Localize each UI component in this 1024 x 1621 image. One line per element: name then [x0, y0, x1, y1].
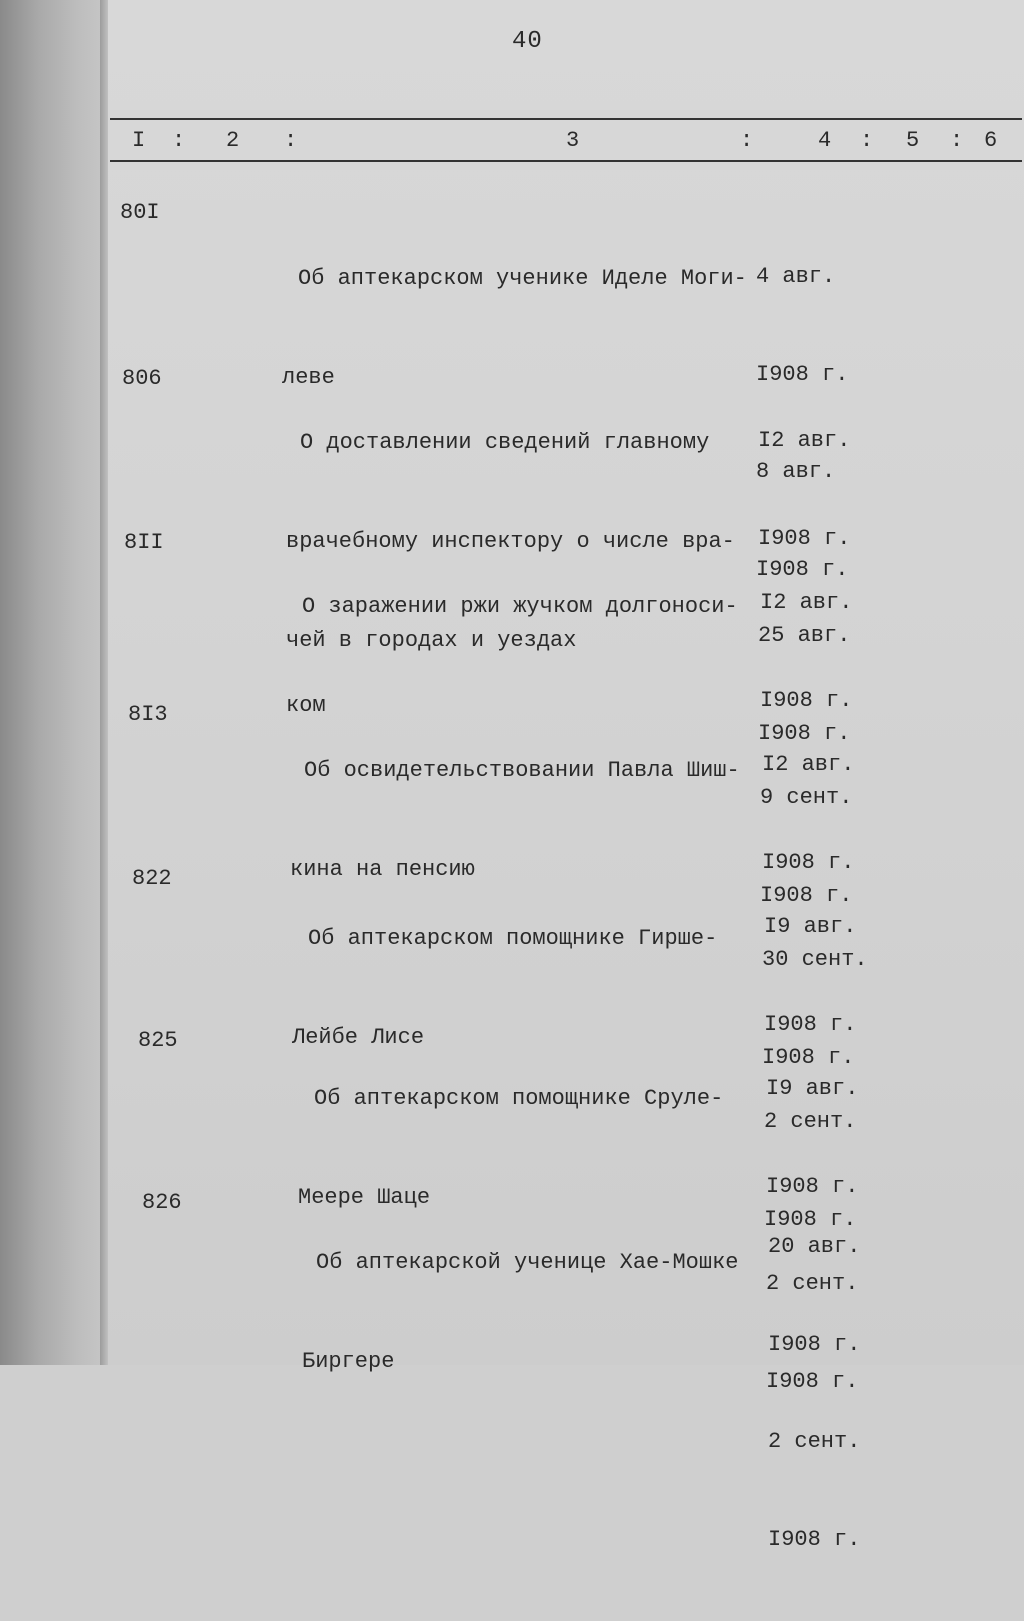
title-line: леве — [282, 365, 335, 390]
entry-title — [302, 1180, 738, 1444]
date-line: I9 авг. — [764, 914, 857, 939]
date-line: I9 авг. — [766, 1076, 859, 1101]
title-line: О заражении ржи жучком долгоноси- — [302, 594, 738, 619]
date-line: 2 сент. — [768, 1429, 861, 1454]
title-line: чей в городах и уездах — [286, 628, 577, 653]
book-binding — [0, 0, 110, 1365]
date-line: I908 г. — [760, 882, 853, 908]
title-line: Об аптекарском помощнике Сруле- — [314, 1086, 724, 1111]
date-line: I908 г. — [758, 720, 851, 746]
header-col-2: 2 — [226, 128, 240, 153]
date-line: I2 авг. — [762, 752, 855, 777]
title-line: Об аптекарской ученице Хае-Мошке — [316, 1250, 739, 1275]
page-number: 40 — [512, 28, 543, 55]
date-line: I908 г. — [768, 1526, 861, 1552]
date-line: I908 г. — [760, 687, 853, 713]
header-sep: : — [860, 128, 874, 153]
title-line: О доставлении сведений главному — [300, 430, 710, 455]
entry-number: 825 — [138, 1028, 178, 1053]
date-line: I908 г. — [766, 1173, 859, 1199]
date-line: 30 сент. — [762, 947, 868, 972]
date-line: I908 г. — [758, 525, 851, 551]
header-col-3: 3 — [566, 128, 580, 153]
date-line: 2 сент. — [764, 1109, 857, 1134]
date-line: 8 авг. — [756, 459, 836, 484]
header-sep: : — [172, 128, 186, 153]
date-line: I908 г. — [756, 361, 849, 387]
date-line: I908 г. — [762, 849, 855, 875]
entry-number: 806 — [122, 366, 162, 391]
date-line: I908 г. — [764, 1011, 857, 1037]
header-sep: : — [284, 128, 298, 153]
title-line: врачебному инспектору о числе вра- — [286, 529, 735, 554]
entry-number: 8I3 — [128, 702, 168, 727]
entry-number: 826 — [142, 1190, 182, 1215]
date-line: I908 г. — [764, 1206, 857, 1232]
title-line: Биргере — [302, 1349, 395, 1374]
header-sep: : — [950, 128, 964, 153]
header-bottom-rule — [110, 160, 1022, 162]
entry-number: 80I — [120, 200, 160, 225]
title-line: Об аптекарском помощнике Гирше- — [308, 926, 718, 951]
date-line: I908 г. — [766, 1368, 859, 1394]
title-line: Меере Шаце — [298, 1185, 431, 1210]
header-col-6: 6 — [984, 128, 998, 153]
title-line: ком — [286, 693, 326, 718]
title-line: Лейбе Лисе — [292, 1025, 425, 1050]
entry-number: 8II — [124, 530, 164, 555]
header-sep: : — [740, 128, 754, 153]
date-line: 25 авг. — [758, 623, 851, 648]
date-line: 4 авг. — [756, 264, 836, 289]
date-line: I908 г. — [756, 556, 849, 582]
title-line: Об освидетельствовании Павла Шиш- — [304, 758, 740, 783]
header-col-5: 5 — [906, 128, 920, 153]
date-line: 9 сент. — [760, 785, 853, 810]
date-line: I908 г. — [768, 1331, 861, 1357]
date-line: I908 г. — [762, 1044, 855, 1070]
header-top-rule — [110, 118, 1022, 120]
title-line: Об аптекарском ученике Иделе Моги- — [298, 266, 747, 291]
title-line: кина на пенсию — [290, 857, 475, 882]
entry-number: 822 — [132, 866, 172, 891]
header-col-4: 4 — [818, 128, 832, 153]
header-col-1: I — [132, 128, 146, 153]
entry-dates — [768, 1166, 860, 1621]
date-line: I2 авг. — [758, 428, 851, 453]
date-line: 2 сент. — [766, 1271, 859, 1296]
date-line: I2 авг. — [760, 590, 853, 615]
date-line: 20 авг. — [768, 1234, 861, 1259]
